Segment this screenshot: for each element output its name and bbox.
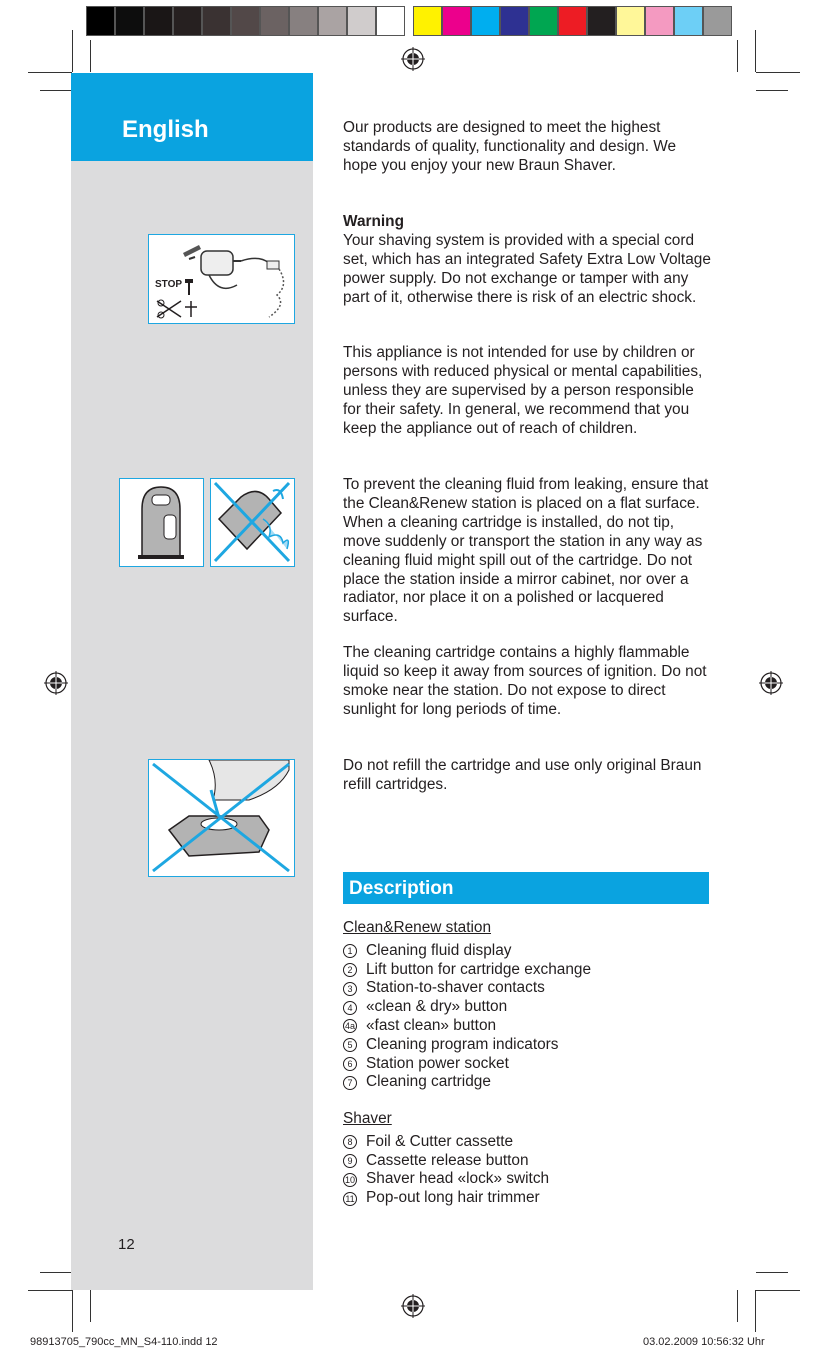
warning-paragraph-1: Your shaving system is provided with a special cord set, which has an integrated Safety Extra Low Voltage power supply. Do not exchange or tamper with any part of it, otherwise there is risk of an electric shock. [343, 231, 711, 306]
page-title: English [122, 116, 209, 143]
description-title: Description [349, 878, 454, 899]
color-swatch [587, 6, 616, 36]
color-swatch [645, 6, 674, 36]
list-item [343, 1189, 723, 1208]
item-label: Cleaning program indicators [366, 1035, 559, 1053]
registration-mark-top [401, 47, 425, 71]
item-label: Station-to-shaver contacts [366, 979, 545, 997]
item-number-badge: 11 [343, 1192, 357, 1206]
color-swatch [173, 6, 202, 36]
color-swatch [202, 6, 231, 36]
color-swatch [376, 6, 405, 36]
item-number-badge: 2 [343, 963, 357, 977]
item-number-badge: 1 [343, 944, 357, 958]
color-swatch [86, 6, 115, 36]
list-item [343, 1017, 723, 1036]
warning-paragraph-5: Do not refill the cartridge and use only original Braun refill cartridges. [343, 757, 702, 793]
item-number-badge: 3 [343, 982, 357, 996]
item-number-badge: 4a [344, 1021, 355, 1032]
warning-paragraph-4: The cleaning cartridge contains a highly flammable liquid so keep it away from sources of ignition. Do not smoke near the station. Do not expose to direct sunlight for long periods of time. [343, 644, 707, 718]
station-flat-figure [119, 478, 204, 567]
list-item [343, 1036, 723, 1055]
station-tipped-figure [210, 478, 295, 567]
item-number-badge: 7 [343, 1076, 357, 1090]
item-label: Cassette release button [366, 1151, 529, 1169]
color-swatch [413, 6, 442, 36]
shaver-heading: Shaver [343, 1110, 392, 1127]
list-item [343, 1055, 723, 1074]
item-number-badge: 6 [343, 1057, 357, 1071]
stop-label: STOP [155, 279, 183, 290]
warning-paragraph-2: This appliance is not intended for use by children or persons with reduced physical or mental capabilities, unless they are supervised by a person responsible for their safety. In general, we recommend that you keep the appliance out of reach of children. [343, 344, 703, 437]
registration-mark-right [759, 671, 783, 695]
shaver-parts-list [343, 1110, 723, 1208]
intro-paragraph: Our products are designed to meet the highest standards of quality, functionality and design. We hope you enjoy your new Braun Shaver. [343, 119, 677, 174]
color-swatch [115, 6, 144, 36]
color-swatch [616, 6, 645, 36]
no-refill-figure [148, 759, 295, 877]
list-item [343, 1073, 723, 1092]
color-swatch [289, 6, 318, 36]
cord-set-figure [148, 234, 295, 324]
item-label: «fast clean» button [366, 1016, 497, 1034]
color-swatch [703, 6, 732, 36]
footer-timestamp: 03.02.2009 10:56:32 Uhr [643, 1336, 765, 1348]
warning-paragraph-3: To prevent the cleaning fluid from leaking, ensure that the Clean&Renew station is placed on a flat surface. When a cleaning cartridge is installed, do not tip, move suddenly or transport the station in any way as cleaning fluid might spill out of the cartridge. Do not place the station inside a mirror cabinet, nor over a radiator, nor place it on a polished or lacquered surface. [343, 476, 709, 626]
list-item [343, 998, 723, 1017]
item-label: Station power socket [366, 1054, 509, 1072]
item-label: Foil & Cutter cassette [366, 1132, 514, 1150]
color-swatch [260, 6, 289, 36]
item-label: Shaver head «lock» switch [366, 1170, 550, 1188]
footer-file-info: 98913705_790cc_MN_S4-110.indd 12 [30, 1336, 218, 1348]
color-swatch [318, 6, 347, 36]
list-item [343, 961, 723, 980]
station-parts-list [343, 919, 723, 1092]
item-label: Lift button for cartridge exchange [366, 960, 592, 978]
station-heading: Clean&Renew station [343, 919, 492, 936]
item-number-badge: 5 [343, 1038, 357, 1052]
color-calibration-bar [86, 6, 732, 36]
color-swatch [405, 6, 413, 36]
list-item [343, 1152, 723, 1171]
color-swatch [471, 6, 500, 36]
item-label: Pop-out long hair trimmer [366, 1189, 540, 1207]
color-swatch [558, 6, 587, 36]
color-swatch [529, 6, 558, 36]
page-number: 12 [118, 1236, 135, 1253]
item-number-badge: 4 [343, 1001, 357, 1015]
registration-mark-left [44, 671, 68, 695]
color-swatch [144, 6, 173, 36]
list-item [343, 1170, 723, 1189]
color-swatch [442, 6, 471, 36]
item-label: Cleaning cartridge [366, 1073, 491, 1091]
item-number-badge: 10 [344, 1174, 355, 1185]
item-label: Cleaning fluid display [366, 941, 512, 959]
color-swatch [500, 6, 529, 36]
list-item [343, 1133, 723, 1152]
list-item [343, 942, 723, 961]
item-number-badge: 8 [343, 1135, 357, 1149]
color-swatch [347, 6, 376, 36]
list-item [343, 979, 723, 998]
warning-section [343, 213, 713, 308]
warning-heading: Warning [343, 213, 404, 230]
item-number-badge: 9 [343, 1154, 357, 1168]
registration-mark-bottom [401, 1294, 425, 1318]
color-swatch [231, 6, 260, 36]
item-label: «clean & dry» button [366, 998, 508, 1016]
color-swatch [674, 6, 703, 36]
